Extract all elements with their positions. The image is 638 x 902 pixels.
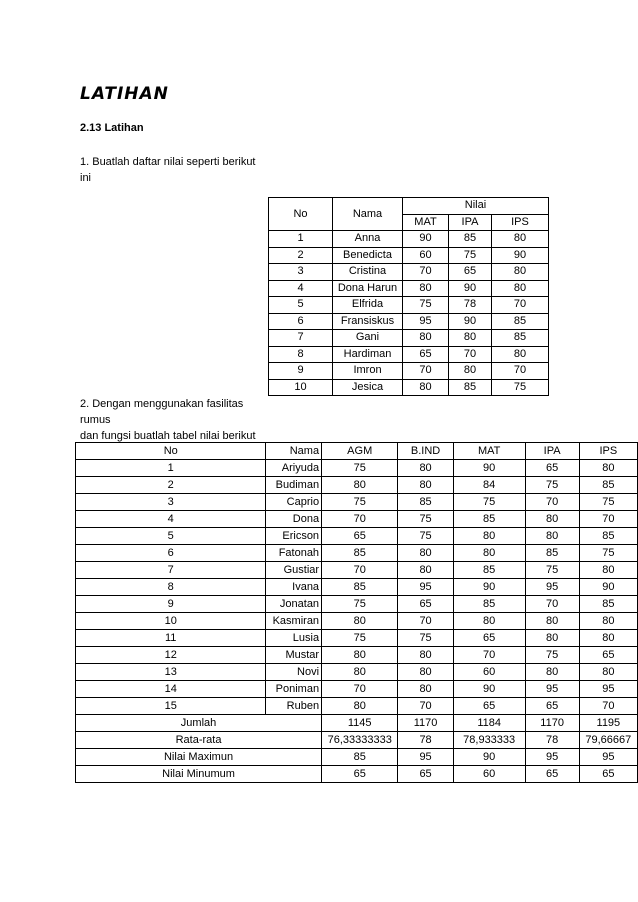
table-cell: 75 xyxy=(449,247,492,264)
table-row xyxy=(76,545,638,562)
table-cell: 90 xyxy=(579,579,637,596)
table-cell: 80 xyxy=(398,647,453,664)
table-row xyxy=(269,264,549,281)
table-row xyxy=(76,664,638,681)
table-cell: 80 xyxy=(403,280,449,297)
header-no: No xyxy=(269,198,333,231)
table-cell: 6 xyxy=(269,313,333,330)
table-cell: 95 xyxy=(579,681,637,698)
table-cell: 80 xyxy=(525,664,579,681)
table-cell: 14 xyxy=(76,681,266,698)
table-cell: 85 xyxy=(453,596,525,613)
table-cell: 80 xyxy=(453,528,525,545)
instruction-2 xyxy=(80,396,270,444)
grade-calculation-table xyxy=(75,442,638,783)
table-cell: 75 xyxy=(525,477,579,494)
table-cell: 70 xyxy=(398,698,453,715)
table-cell: 80 xyxy=(492,264,549,281)
table-cell: 80 xyxy=(398,460,453,477)
table-cell: 70 xyxy=(492,297,549,314)
table-cell: 80 xyxy=(579,460,637,477)
table-row xyxy=(269,297,549,314)
table-cell: Kasmiran xyxy=(266,613,322,630)
table-cell: 70 xyxy=(579,511,637,528)
table-cell: 70 xyxy=(322,511,398,528)
instruction-2-line: rumus xyxy=(80,414,111,426)
table-cell: 8 xyxy=(269,346,333,363)
header-cell: B.IND xyxy=(398,443,453,460)
table-cell: 80 xyxy=(579,630,637,647)
table-row xyxy=(269,280,549,297)
table-cell: 75 xyxy=(322,596,398,613)
table-cell: 7 xyxy=(76,562,266,579)
table-row xyxy=(269,330,549,347)
table-row xyxy=(76,477,638,494)
table-cell: 60 xyxy=(403,247,449,264)
table-cell: 75 xyxy=(398,511,453,528)
summary-cell: 1170 xyxy=(398,715,453,732)
table-cell: 75 xyxy=(579,545,637,562)
table-cell: 75 xyxy=(322,494,398,511)
table-row xyxy=(76,494,638,511)
table-cell: 80 xyxy=(322,698,398,715)
table-cell: 2 xyxy=(269,247,333,264)
table-cell: 1 xyxy=(76,460,266,477)
table-cell: Ivana xyxy=(266,579,322,596)
table-cell: 80 xyxy=(449,363,492,380)
table-cell: 80 xyxy=(322,613,398,630)
table-cell: 70 xyxy=(398,613,453,630)
table-cell: 80 xyxy=(403,330,449,347)
table-cell: 3 xyxy=(76,494,266,511)
table-cell: 80 xyxy=(398,545,453,562)
table-cell: 11 xyxy=(76,630,266,647)
table-cell: 80 xyxy=(525,511,579,528)
table-cell: 15 xyxy=(76,698,266,715)
page-heading: LATIHAN xyxy=(80,84,169,104)
table-row xyxy=(76,579,638,596)
summary-cell: 60 xyxy=(453,766,525,783)
summary-cell: 65 xyxy=(322,766,398,783)
summary-row xyxy=(76,732,638,749)
table-cell: Hardiman xyxy=(333,346,403,363)
summary-cell: 1145 xyxy=(322,715,398,732)
table-cell: 95 xyxy=(525,681,579,698)
table-cell: 3 xyxy=(269,264,333,281)
table-cell: 85 xyxy=(579,596,637,613)
header-cell: MAT xyxy=(453,443,525,460)
table-cell: 70 xyxy=(449,346,492,363)
table-cell: Mustar xyxy=(266,647,322,664)
header-mat: MAT xyxy=(403,214,449,231)
table-cell: 90 xyxy=(453,579,525,596)
table-cell: Dona Harun xyxy=(333,280,403,297)
summary-cell: 76,33333333 xyxy=(322,732,398,749)
table-cell: 80 xyxy=(322,664,398,681)
table-cell: 13 xyxy=(76,664,266,681)
table-row xyxy=(269,231,549,248)
table-cell: Ariyuda xyxy=(266,460,322,477)
summary-cell: 1170 xyxy=(525,715,579,732)
student-score-table xyxy=(268,197,549,396)
header-cell: AGM xyxy=(322,443,398,460)
table-cell: 80 xyxy=(398,562,453,579)
table-cell: 78 xyxy=(449,297,492,314)
table-cell: 6 xyxy=(76,545,266,562)
table-cell: 4 xyxy=(76,511,266,528)
table-cell: 75 xyxy=(398,630,453,647)
table-cell: Dona xyxy=(266,511,322,528)
summary-label: Jumlah xyxy=(76,715,322,732)
table-cell: 85 xyxy=(322,545,398,562)
table-cell: 80 xyxy=(579,562,637,579)
table-cell: 70 xyxy=(579,698,637,715)
table-row xyxy=(76,681,638,698)
header-ipa: IPA xyxy=(449,214,492,231)
table-cell: 70 xyxy=(492,363,549,380)
table-cell: 85 xyxy=(449,231,492,248)
summary-cell: 79,66667 xyxy=(579,732,637,749)
table-cell: 10 xyxy=(269,379,333,396)
summary-row xyxy=(76,766,638,783)
summary-row xyxy=(76,749,638,766)
table-cell: 80 xyxy=(525,613,579,630)
table-cell: 60 xyxy=(453,664,525,681)
table-cell: 10 xyxy=(76,613,266,630)
table-cell: 70 xyxy=(403,264,449,281)
table-cell: 1 xyxy=(269,231,333,248)
summary-cell: 1184 xyxy=(453,715,525,732)
summary-cell: 78,933333 xyxy=(453,732,525,749)
table-cell: 95 xyxy=(398,579,453,596)
table-cell: 85 xyxy=(453,562,525,579)
table-row xyxy=(76,562,638,579)
table-cell: 75 xyxy=(525,562,579,579)
table-cell: 75 xyxy=(403,297,449,314)
table-cell: 80 xyxy=(398,681,453,698)
instruction-2-line: dan fungsi buatlah tabel nilai berikut xyxy=(80,430,256,442)
header-cell: Nama xyxy=(266,443,322,460)
table-cell: 90 xyxy=(403,231,449,248)
summary-cell: 90 xyxy=(453,749,525,766)
table-cell: 90 xyxy=(453,460,525,477)
table-cell: Budiman xyxy=(266,477,322,494)
table-row xyxy=(269,363,549,380)
table-cell: Poniman xyxy=(266,681,322,698)
table-cell: 70 xyxy=(525,596,579,613)
instruction-1: 1. Buatlah daftar nilai seperti berikut ini xyxy=(80,156,256,184)
table-cell: 5 xyxy=(76,528,266,545)
summary-cell: 65 xyxy=(525,766,579,783)
table-cell: 80 xyxy=(398,664,453,681)
table-cell: Cristina xyxy=(333,264,403,281)
table-cell: Ericson xyxy=(266,528,322,545)
table-cell: 2 xyxy=(76,477,266,494)
table-cell: 4 xyxy=(269,280,333,297)
table-cell: 80 xyxy=(398,477,453,494)
table-cell: 65 xyxy=(322,528,398,545)
table-cell: Benedicta xyxy=(333,247,403,264)
table-cell: 9 xyxy=(269,363,333,380)
table-cell: Jesica xyxy=(333,379,403,396)
table-cell: 65 xyxy=(403,346,449,363)
table-cell: 75 xyxy=(525,647,579,664)
table-cell: 80 xyxy=(322,477,398,494)
table-row xyxy=(269,247,549,264)
summary-cell: 65 xyxy=(398,766,453,783)
table-row xyxy=(76,596,638,613)
table-cell: 65 xyxy=(579,647,637,664)
instruction-2-line: 2. Dengan menggunakan fasilitas xyxy=(80,398,244,410)
table-cell: 8 xyxy=(76,579,266,596)
table-header-row xyxy=(269,198,549,215)
table-row xyxy=(76,647,638,664)
table-cell: 85 xyxy=(453,511,525,528)
table-cell: 85 xyxy=(492,330,549,347)
table-cell: 80 xyxy=(525,528,579,545)
table-row xyxy=(76,613,638,630)
table-row xyxy=(76,511,638,528)
table-row xyxy=(269,346,549,363)
table-cell: 90 xyxy=(453,681,525,698)
summary-cell: 1195 xyxy=(579,715,637,732)
table-cell: 80 xyxy=(403,379,449,396)
table-cell: Gani xyxy=(333,330,403,347)
table-cell: 65 xyxy=(525,698,579,715)
table-cell: 85 xyxy=(449,379,492,396)
table-cell: 90 xyxy=(449,313,492,330)
table-cell: 85 xyxy=(492,313,549,330)
header-cell: IPS xyxy=(579,443,637,460)
table-cell: 80 xyxy=(492,280,549,297)
table-cell: 80 xyxy=(449,330,492,347)
table-cell: 80 xyxy=(579,613,637,630)
table-cell: 75 xyxy=(322,630,398,647)
summary-cell: 78 xyxy=(398,732,453,749)
table-cell: 75 xyxy=(492,379,549,396)
table-cell: 70 xyxy=(403,363,449,380)
table-cell: 80 xyxy=(322,647,398,664)
table-cell: 80 xyxy=(453,613,525,630)
table-cell: Anna xyxy=(333,231,403,248)
table-cell: 75 xyxy=(579,494,637,511)
summary-cell: 95 xyxy=(525,749,579,766)
table-cell: Fransiskus xyxy=(333,313,403,330)
summary-cell: 95 xyxy=(579,749,637,766)
table-cell: 85 xyxy=(525,545,579,562)
table-cell: 80 xyxy=(579,664,637,681)
table-cell: Caprio xyxy=(266,494,322,511)
table-row xyxy=(76,630,638,647)
summary-row xyxy=(76,715,638,732)
table-cell: 65 xyxy=(398,596,453,613)
table-header-row xyxy=(76,443,638,460)
table-cell: Imron xyxy=(333,363,403,380)
table-cell: Lusia xyxy=(266,630,322,647)
table-cell: 85 xyxy=(322,579,398,596)
table-cell: Ruben xyxy=(266,698,322,715)
table-cell: 80 xyxy=(492,346,549,363)
header-cell: IPA xyxy=(525,443,579,460)
table-cell: 5 xyxy=(269,297,333,314)
table-cell: Jonatan xyxy=(266,596,322,613)
table-cell: 80 xyxy=(453,545,525,562)
table-cell: 70 xyxy=(322,562,398,579)
table-cell: 75 xyxy=(398,528,453,545)
table-cell: 12 xyxy=(76,647,266,664)
table-row xyxy=(76,528,638,545)
table-cell: Novi xyxy=(266,664,322,681)
table-cell: 65 xyxy=(525,460,579,477)
table-cell: 85 xyxy=(398,494,453,511)
header-nama: Nama xyxy=(333,198,403,231)
table-cell: Fatonah xyxy=(266,545,322,562)
summary-label: Nilai Minumum xyxy=(76,766,322,783)
table-cell: 70 xyxy=(453,647,525,664)
table-row xyxy=(76,460,638,477)
table-cell: 80 xyxy=(492,231,549,248)
table-cell: 65 xyxy=(453,698,525,715)
table-cell: Elfrida xyxy=(333,297,403,314)
table-cell: 65 xyxy=(449,264,492,281)
header-ips: IPS xyxy=(492,214,549,231)
summary-label: Nilai Maximun xyxy=(76,749,322,766)
table-row xyxy=(76,698,638,715)
table-cell: 65 xyxy=(453,630,525,647)
table-cell: 70 xyxy=(322,681,398,698)
table-cell: 70 xyxy=(525,494,579,511)
table-cell: 85 xyxy=(579,477,637,494)
summary-cell: 78 xyxy=(525,732,579,749)
table-row xyxy=(269,313,549,330)
table-cell: 90 xyxy=(492,247,549,264)
table-cell: Gustiar xyxy=(266,562,322,579)
section-title: 2.13 Latihan xyxy=(80,122,144,134)
summary-cell: 65 xyxy=(579,766,637,783)
header-nilai: Nilai xyxy=(403,198,549,215)
table-cell: 85 xyxy=(579,528,637,545)
table-row xyxy=(269,379,549,396)
summary-label: Rata-rata xyxy=(76,732,322,749)
table-cell: 75 xyxy=(453,494,525,511)
table-cell: 90 xyxy=(449,280,492,297)
table-cell: 75 xyxy=(322,460,398,477)
table-cell: 95 xyxy=(403,313,449,330)
summary-cell: 85 xyxy=(322,749,398,766)
table-cell: 95 xyxy=(525,579,579,596)
table-cell: 7 xyxy=(269,330,333,347)
table-cell: 84 xyxy=(453,477,525,494)
table-cell: 9 xyxy=(76,596,266,613)
table-cell: 80 xyxy=(525,630,579,647)
summary-cell: 95 xyxy=(398,749,453,766)
header-cell: No xyxy=(76,443,266,460)
